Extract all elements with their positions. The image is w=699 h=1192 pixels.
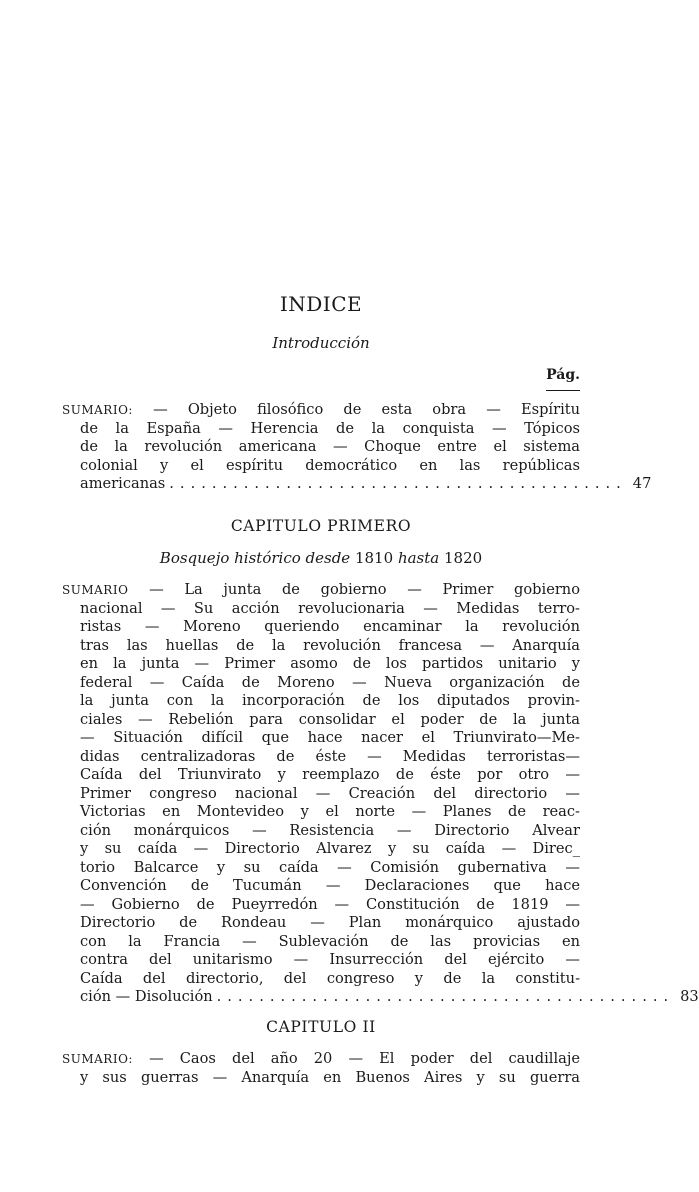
- summary-line: — Situación difícil que hace nacer el Triunvirato—Me-: [80, 729, 580, 746]
- intro-subtitle: Introducción: [272, 334, 370, 352]
- summary-last-line: [62, 988, 699, 1007]
- page-column-label: Pág.: [546, 367, 580, 383]
- chapter-1-summary: [62, 581, 699, 1007]
- chapter-2-title: CAPITULO II: [266, 1018, 376, 1036]
- index-title: INDICE: [279, 292, 363, 316]
- intro-summary: [62, 401, 652, 494]
- summary-line: Victorias en Montevideo y el norte — Planes de reac-: [80, 803, 580, 820]
- dot-leader: ...........................................: [216, 988, 675, 1005]
- summary-line: Directorio de Rondeau — Plan monárquico ajustado: [80, 914, 580, 931]
- dot-leader: ...........................................: [169, 475, 627, 492]
- summary-line: Caída del directorio, del congreso y de la constitu-: [80, 969, 580, 987]
- sumario-label: SUMARIO:: [62, 1052, 133, 1066]
- summary-line: en la junta — Primer asomo de los partidos unitario y: [80, 655, 580, 672]
- summary-line: colonial y el espíritu democrático en las repúblicas: [80, 456, 580, 474]
- sumario-label: SUMARIO:: [62, 403, 133, 417]
- summary-line: — Gobierno de Pueyrredón — Constitución de 1819 —: [80, 895, 580, 913]
- page-number: 47: [632, 475, 652, 492]
- summary-line: SUMARIO: — Objeto filosófico de esta obra — Espíritu: [62, 401, 581, 418]
- chapter-1-title: CAPITULO PRIMERO: [230, 517, 412, 535]
- summary-line: ciales — Rebelión para consolidar el poder de la junta: [80, 710, 580, 728]
- summary-line: didas centralizadoras de éste — Medidas terroristas—: [80, 747, 580, 765]
- summary-line: contra del unitarismo — Insurrección del ejército —: [80, 951, 580, 968]
- summary-last-line: [62, 475, 652, 494]
- summary-line: Primer congreso nacional — Creación del directorio —: [80, 784, 580, 802]
- summary-line: con la Francia — Sublevación de las provicias en: [80, 932, 580, 950]
- summary-line: torio Balcarce y su caída — Comisión gubernativa —: [80, 858, 580, 876]
- summary-line: de la revolución americana — Choque entre el sistema: [80, 438, 580, 455]
- summary-text: americanas: [80, 475, 166, 492]
- summary-line: Caída del Triunvirato y reemplazo de éste por otro —: [80, 766, 580, 783]
- summary-line: y su caída — Directorio Alvarez y su caída — Direc_: [80, 840, 580, 857]
- summary-line: de la España — Herencia de la conquista — Tópicos: [80, 419, 580, 437]
- page-number: 83: [680, 988, 699, 1005]
- page-column-rule: [546, 390, 580, 391]
- sumario-label: SUMARIO: [62, 583, 129, 597]
- summary-text: ción — Disolución: [80, 988, 213, 1005]
- summary-line: ción monárquicos — Resistencia — Directorio Alvear: [80, 821, 580, 839]
- summary-line: nacional — Su acción revolucionaria — Medidas terro-: [80, 599, 580, 617]
- summary-line: la junta con la incorporación de los diputados provin-: [80, 692, 580, 709]
- summary-line: Convención de Tucumán — Declaraciones que hace: [80, 877, 580, 894]
- summary-line: SUMARIO — La junta de gobierno — Primer gobierno: [62, 581, 580, 598]
- summary-line: y sus guerras — Anarquía en Buenos Aires y su guerra: [80, 1068, 580, 1086]
- summary-line: SUMARIO: — Caos del año 20 — El poder del caudillaje: [62, 1050, 580, 1067]
- summary-line: tras las huellas de la revolución francesa — Anarquía: [80, 636, 580, 654]
- summary-line: federal — Caída de Moreno — Nueva organización de: [80, 673, 580, 691]
- chapter-2-summary: [62, 1050, 580, 1087]
- chapter-1-subtitle: Bosquejo histórico desde 1810 hasta 1820: [159, 549, 483, 567]
- summary-line: ristas — Moreno queriendo encaminar la revolución: [80, 618, 580, 635]
